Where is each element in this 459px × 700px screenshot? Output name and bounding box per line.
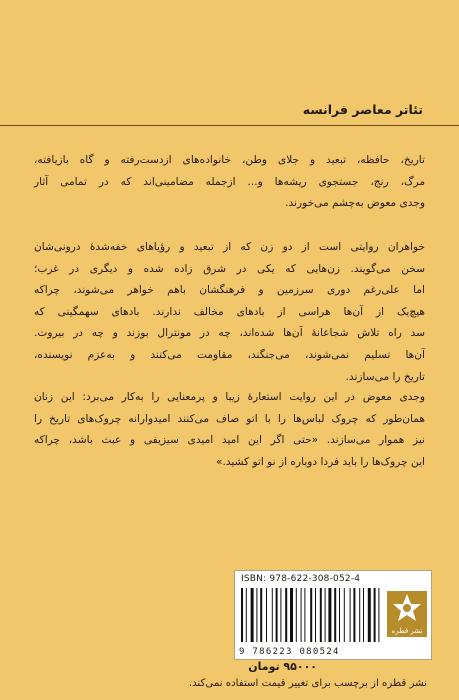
price-label: ۹۵۰۰۰ تومان — [248, 660, 317, 673]
text-line: سد راه تلاش شجاعانهٔ آن‌ها شده‌اند، چه در مونترال بوزند و چه در بیروت. — [34, 327, 425, 340]
divider — [0, 125, 459, 126]
text-line: وجدی معوض در این روایت استعارهٔ زیبا و پرمعنایی را به‌کار می‌برد: این زنان — [34, 391, 425, 403]
text-line: وجدی معوض به‌چشم می‌خورند. — [285, 197, 425, 210]
isbn-text: ISBN: 978-622-308-052-4 — [241, 574, 361, 584]
price-notice: نشر قطره از برچسب برای تغییر قیمت استفاده نمی‌کند. — [188, 678, 427, 689]
text-line: سخن می‌گویند. زن‌هایی که یکی در شرق زاده شده و دیگری در غرب؛ — [34, 262, 425, 275]
text-line: نیز هموار می‌سازند. «حتی اگر این امید امیدی سیزیفی و عبث باشد، چراکه — [34, 434, 425, 447]
barcode-box — [234, 570, 432, 660]
paragraph-3 — [34, 387, 425, 473]
text-line: همان‌طور که چروک لباس‌ها را با اتو صاف می‌کنند امیدوارانه چروک‌های تاریخ را — [34, 412, 425, 425]
paragraph-2 — [34, 237, 425, 388]
paragraph-1 — [34, 150, 425, 215]
text-line: تاریخ را می‌سازند. — [345, 370, 425, 383]
text-line: تاریخ، حافظه، تبعید و جلای وطن، خانواده‌های ازدست‌رفته و گاه بازیافته، — [34, 154, 425, 166]
text-line: هیچ‌یک از آن‌ها هراسی از بادهای مخالف ندارند. بادهای سهمگینی که — [34, 305, 425, 318]
text-line: مرگ، رنج، جستجوی ریشه‌ها و... ازجمله مضامینی‌اند که در تمامی آثار — [34, 175, 425, 188]
series-title: تئاتر معاصر فرانسه — [302, 102, 423, 117]
text-line: اما علی‌رغم دوری سرزمین و فرهنگشان باهم خواهر می‌شوند، چراکه — [34, 284, 425, 297]
publisher-logo-icon — [387, 591, 427, 637]
svg-text:نشر قطره: نشر قطره — [391, 627, 423, 635]
text-line: خواهران روایتی است از دو زن که از تبعید و رؤیاهای خفه‌شدهٔ درونی‌شان — [34, 241, 425, 253]
barcode-digits: 9 786223 080524 — [239, 647, 340, 657]
text-line: آن‌ها تسلیم نمی‌شوند، می‌جنگند، مقاومت می‌کنند و به‌عزم نویسنده، — [34, 348, 425, 361]
text-line: این چروک‌ها را باید فردا دوباره از نو اتو کشید.» — [215, 455, 425, 468]
barcode-icon — [241, 588, 381, 642]
